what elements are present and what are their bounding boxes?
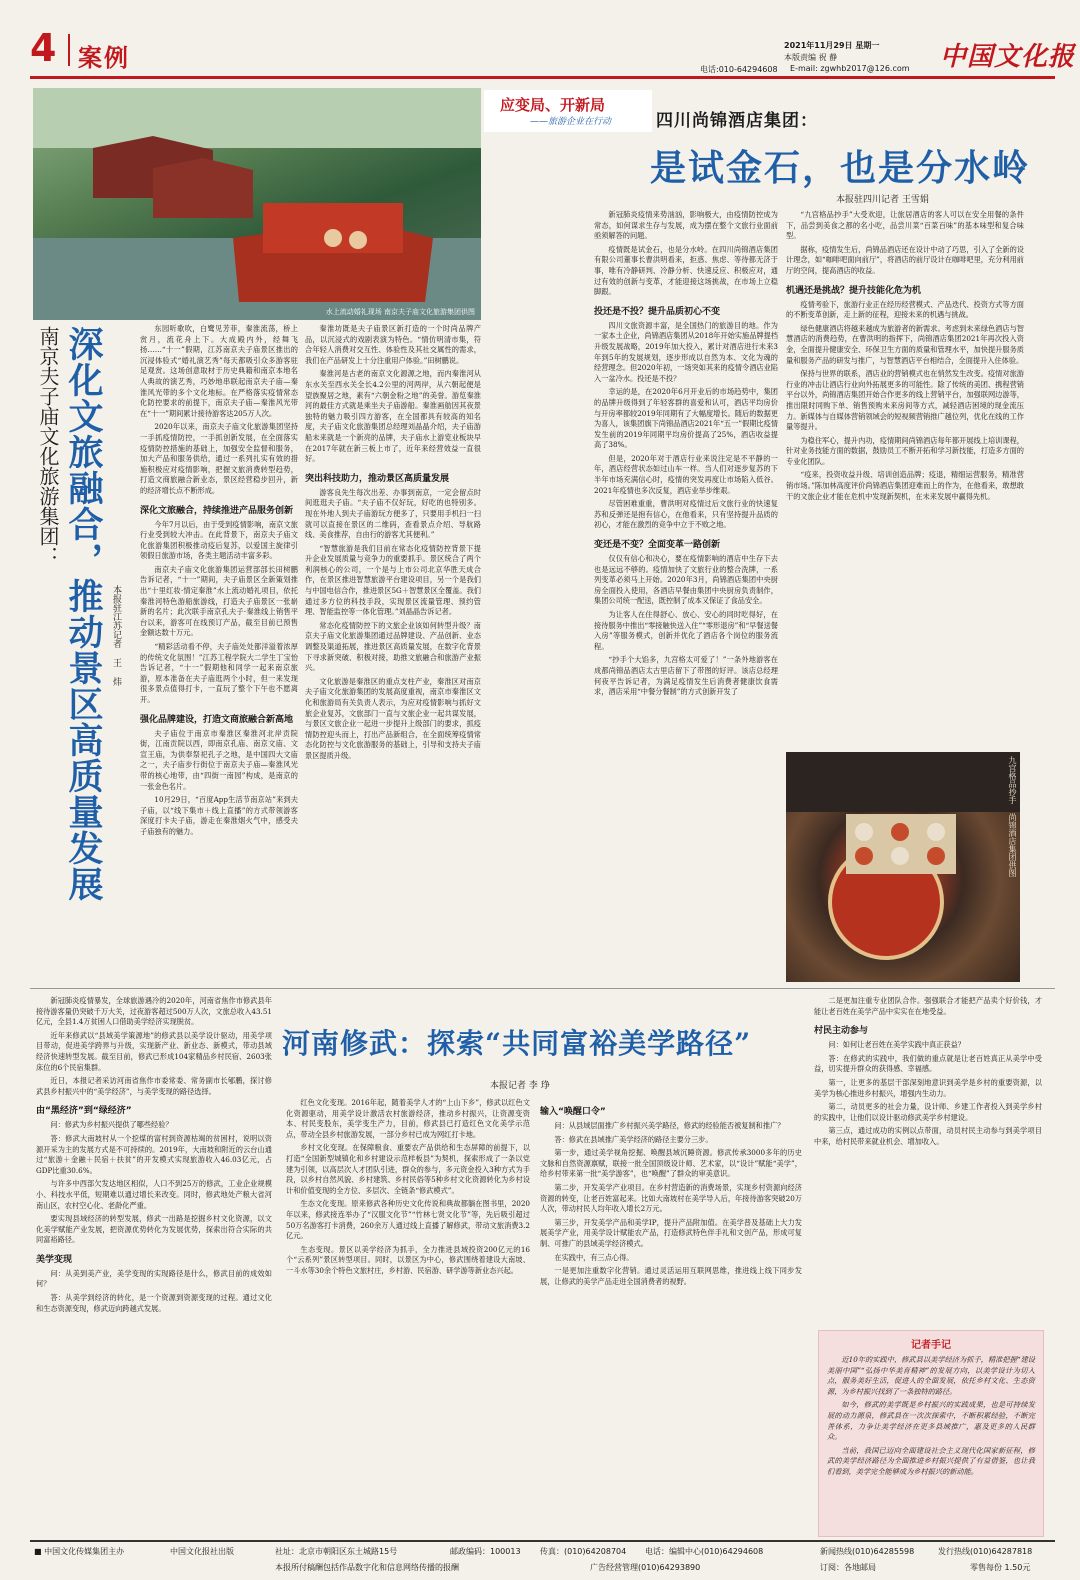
footer-fax: 传真：(010)64208704	[540, 1547, 627, 1556]
sichuan-col-1	[594, 210, 778, 982]
henan-question: 问：从县域层面推广乡村振兴美学路径，修武的经验能否被复制和推广？	[554, 1121, 785, 1130]
henan-paragraph: 第三步，开发美学产品和美学IP，提升产品附加值。在美学普及基础上大力发展美学产业，用美学设计赋能农产品，打造修武特色伴手礼和文创产品，形成可复制、可推广的县域美学经济模式。	[540, 1217, 802, 1248]
section-divider	[30, 988, 1055, 989]
henan-paragraph: 要实现县域经济的转型发展，修武一出路是挖掘乡村文化资源，以文化美学赋能产业发展，把资源优势转化为发展优势，探索出符合实际的共同富裕路径。	[36, 1214, 272, 1245]
sichuan-paragraph: 为让客人在住得舒心、放心、安心的同时吃得好，在接待服务中推出“零接触快送入住”“零形退房”和“早餐送餐入房”等服务模式，创新并优化了酒店各个岗位的服务流程。	[594, 610, 778, 651]
banner-line1: 应变局、开新局	[500, 96, 606, 114]
henan-paragraph: 第二，动员更多的社会力量，设计师、乡建工作者投入到美学乡村的实践中，让他们以设计驱动修武美学乡村建设。	[814, 1102, 1042, 1122]
henan-paragraph: 乡村文化变现。在保障粮食、重要农产品供给和生态屏障的前提下，以打造“全国新型城镇化和乡村建设示范样板县”为契机，探索形成了一条以党建为引领，以高层次人才团队引进，群众的参与，多元资金投入3种方式为手段，以乡村自然风貌、乡村建筑、乡村民俗等5种乡村文化资源转化为乡村设计和价值变现的全方位、多层次、全链条“修武模式”。	[286, 1143, 530, 1195]
henan-answer: 答：在修武的实践中，我们做的重点就是让老百姓真正从美学中受益，切实提升群众的获得感、幸福感。	[814, 1053, 1042, 1074]
henan-paragraph: 第一，让更多的基层干部深刻地意识到美学是乡村的重要资源，以美学为核心推进乡村振兴，增强内生动力。	[814, 1077, 1042, 1098]
reporter-notes-paragraph: 如今，修武的美学既是乡村振兴的实践成果，也是可持续发展的动力源泉，修武县在一次次探索中，不断积累经验，不断完善体系，力争让美学经济在更多县域推广，惠及更多的人民群众。	[827, 1400, 1035, 1442]
henan-subhead-3: 输入“唤醒口令”	[540, 1107, 606, 1117]
sichuan-paragraph: 仅仅有信心和决心，要在疫情影响的酒店中生存下去也是远远不够的。疫情加快了文旅行业的整合洗牌，一系列变革必须马上开始。2020年3月，尚锦酒店集团中央厨房全面投入使用，各酒店早餐由集团中央厨房负责制作，集团公司统一配送，既控制了成本又保证了食品安全。	[594, 554, 778, 606]
dumpling-piece	[927, 847, 945, 865]
contact-phone: 电话:010-64294608	[700, 65, 778, 74]
henan-paragraph: 一是更加注重数字化营销。通过灵活运用互联网思维，推进线上线下同步发展，让修武的美学产品走进全国消费者的视野。	[540, 1266, 802, 1286]
bride-figure	[324, 229, 342, 247]
henan-title: 河南修武：探索“共同富裕美学路径”	[282, 1027, 752, 1060]
dish-illustration	[786, 752, 1020, 982]
page-header	[0, 0, 1080, 80]
sichuan-paragraph: 幸运的是，在2020年6月开业后的市场趋势中，集团的品牌升级得到了年轻客群的喜爱和认可，酒店平均房价与开房率都较2019年同期有了大幅度增长。随后的数据更为喜人，该集团旗下尚锦品酒店2021年“五一”假期比疫情发生前的2019年同期平均房价提高了25%，酒店收益提高了38%。	[594, 387, 778, 450]
footer-copyright-note: 本报所付稿酬包括作品数字化和信息网络传播的报酬	[275, 1563, 459, 1572]
banner-line2: ——旅游企业在行动	[530, 117, 612, 127]
nanjing-paragraph: 东园听歌吹，白鹭见芳菲，秦淮流荡，桥上赏月，流花舟上下。大成殿内外，经舞飞扬……“十一”假期，江苏南京夫子庙景区推出的沉浸体验式“婚礼演艺秀”每天都吸引众多游客驻足观赏。这场创意取材于历史典籍和南京本地名人典故的演艺秀，巧妙地串联起南京夫子庙—秦淮风光带的多个文化地标。在严格落实疫情常态化防控要求的前提下，南京夫子庙—秦淮风光带在“十一”期间累计接待游客达205万人次。	[140, 324, 298, 418]
sichuan-paragraph: 绿色健康酒店将越来越成为旅游者的新需求。考虑到未来绿色酒店与智慧酒店的消费趋势，在曹洪明的指挥下，尚锦酒店集团2021年再次投入资金，全面提升健康安全、环保卫生方面的质量和管理水平，加快提升服务质量和服务产品的研发与推广，与智慧酒店平台相结合，全面提升入住体验。	[786, 323, 1024, 365]
sichuan-paragraph: 新冠肺炎疫情来势汹汹，影响极大，由疫情防控成为常态，如何谋求生存与发展，成为摆在整个文旅行业面前亟须解答的问题。	[594, 210, 778, 241]
nine-grid-plate	[846, 814, 956, 874]
sichuan-paragraph: “九宫格品抄手”大受欢迎，让旅居酒店的客人可以在安全用餐的条件下，品尝到美食之都的名小吃，品尝川菜“百菜百味”的基本味型和复合味型。	[786, 210, 1024, 241]
table-backdrop	[786, 752, 1020, 812]
henan-col-4	[814, 996, 1042, 1326]
henan-question: 问：修武为乡村振兴提供了哪些经验？	[50, 1120, 173, 1130]
footer-address: 社址：北京市朝阳区东土城路15号	[275, 1547, 398, 1556]
footer-postcode: 邮政编码：100013	[450, 1547, 521, 1556]
henan-paragraph: 在实践中，有三点心得。	[554, 1252, 634, 1262]
sky-area	[33, 88, 481, 148]
food-photo-caption: 九宫格品抄手 尚锦酒店集团供图	[1008, 756, 1017, 877]
henan-answer: 答：修武大南坡村从一个挖煤的富村到资源枯竭的贫困村，说明以资源开采为主的发展方式是不可持续的。2019年，大南坡和附近的云台山通过“旅游＋金融＋民宿＋扶贫”的开发模式实现旅游收入46.03亿元，占GDP比重30.6%。	[36, 1133, 272, 1175]
sichuan-paragraph: 为稳住军心，提升内功，疫情期间尚锦酒店每年都开展线上培训课程，针对业务技能方面的数据，鼓励员工不断开拓和学习新技能，打造多方面的专业化团队。	[786, 435, 1024, 466]
sichuan-paragraph: 疫情既是试金石，也是分水岭。在四川尚锦酒店集团有限公司董事长曹洪明看来，拒惑、焦虑、等待都无济于事，唯有冷静研判、冷静分析、快速反应、积极应对，通过有效的创新与变革，才能迎接这场挑战，在市场上立稳脚跟。	[594, 244, 778, 297]
henan-question: 问：从美到美产业，美学变现的实现路径是什么，修武目前的成效如何？	[36, 1268, 272, 1289]
henan-col-3	[540, 1098, 802, 1538]
dumpling-piece	[891, 847, 909, 865]
sichuan-title: 是试金石，也是分水岭	[650, 147, 1031, 189]
sichuan-paragraph: “抄手个大馅多，九宫格太可爱了！”一条外地游客在成都尚锦品酒店太古里店留下了带图的好评。该店总经理何夜平告诉记者，为满足疫情发生后消费者健康饮食需求，酒店采用“中餐分餐制”的方式创新开发了	[594, 655, 778, 697]
reporter-notes-box	[818, 1330, 1044, 1537]
nanjing-subhead-3: 突出科技助力，推动景区高质量发展	[305, 473, 450, 484]
contact-email: E-mail: zgwhb2017@126.com	[790, 64, 910, 73]
sichuan-subhead-2: 变还是不变？全面变革一路创新	[594, 540, 721, 551]
issue-date: 2021年11月29日 星期一	[784, 41, 880, 50]
sichuan-paragraph: 据称，疫情发生后，尚锦品酒店还在设计中动了巧思，引入了全新的设计理念，如“咖啡吧面向前厅”，将酒店的前厅设计在咖啡吧里，充分利用前厅的空间，提高酒店的收益。	[786, 244, 1024, 275]
nanjing-subhead-2: 强化品牌建设，打造文商旅融合新高地	[140, 714, 294, 725]
page-editor: 本版责编 祝 静	[784, 53, 838, 62]
henan-col-1	[36, 996, 272, 1536]
nanjing-paragraph: 秦淮河是古老的南京文化源源之地，而内秦淮河从东水关至西水关全长4.2公里的河两岸，从六朝起便是望族聚居之地，素有“六朝金粉之地”的美誉。游览秦淮河的最佳方式就是乘坐夫子庙游船。秦淮画舫因其夜景独特的魅力吸引四方游客，在全国都具有较高的知名度，夫子庙文化旅游集团总经理刘晶晶介绍，夫子庙游船未来就是一个新亮的品牌，夫子庙水上游览业板块早在2017年就在新三板上市了，近年来经营效益一直很好。	[305, 369, 481, 464]
dumpling-piece	[891, 823, 909, 841]
dumpling-dish-photo	[786, 752, 1020, 982]
nanjing-paragraph: 2020年以来，南京夫子庙文化旅游集团坚持一手抓疫情防控，一手抓创新发展，在全面落实疫情防控措施的基础上，加强安全监督和服务，加大产品和服务供给，通过一系列扎实有效的措施积极应对疫情影响，把握文旅消费转型趋势，打造文商旅融合新业态，景区经营稳步回升，新的经济增长点不断形成。	[140, 422, 298, 495]
page-number: 4	[30, 26, 57, 70]
reporter-notes-title: 记者手记	[911, 1340, 951, 1351]
henan-answer: 答：修武在县域推广美学经济的路径主要分三步。	[554, 1134, 713, 1144]
footer-publisher: ■ 中国文化传媒集团主办	[34, 1547, 125, 1556]
section-title: 案例	[78, 43, 130, 72]
nanjing-paragraph: 秦淮坊既是夫子庙景区新打造的一个时尚品牌产品，以沉浸式的戏剧表演为特色。“情仿明清市集，符合年轻人消费对交互性、体验性及其社交属性的需求，我们在产品研发上十分注重用户体验。”田树鹏说。	[305, 324, 481, 365]
sichuan-paragraph: 尽管困难重重，曹洪明对疫情过后文旅行业的快速复苏和反弹还是抱有信心，在他看来，只有坚持提升品质的初心，才能在激烈的竞争中立于不败之地。	[594, 499, 778, 530]
footer-ad-office: 广告经营管理(010)64293890	[590, 1563, 701, 1572]
groom-figure	[349, 231, 367, 249]
nanjing-col-1	[140, 324, 298, 982]
nanjing-paragraph: 夫子庙位于南京市秦淮区秦淮河北岸贡院街，江南贡院以西，即南京孔庙、南京文庙、文宣王庙，为供奉祭祀孔子之地，是中国四大文庙之一，夫子庙步行街位于南京夫子庙—秦淮风光带的核心地带，由“四街一南园”构成，是南京的一张金色名片。	[140, 728, 298, 791]
sichuan-paragraph: “疫来，投资收益升级、培训创造品牌；疫退，精细运营服务，精准营销市场。”陈加林高度评价尚锦酒店集团迎难而上的作为，在他看来，敢想敢干的文旅企业才能在危机中发现新契机，在未来发展中赢得先机。	[786, 470, 1024, 501]
sichuan-col-2	[786, 210, 1024, 750]
henan-paragraph: 生态变现。景区以美学经济为抓手，全力推进县域投资200亿元的16个“云系列”景区转型项目。同时，以景区为中心，修武围绕着建设大南坡、一斗水等30余个特色文旅村庄，乡村游、民宿游、研学游等新业态兴起。	[286, 1244, 530, 1275]
dumpling-piece	[855, 823, 873, 841]
nanjing-paragraph: 10月29日，“百度App生活节南京站”来到夫子庙，以“线下集市＋线上直播”的方式带领游客深度打卡夫子庙，游走在秦淮烟火气中，感受夫子庙独有的魅力。	[140, 795, 298, 836]
nanjing-paragraph: 南京夫子庙文化旅游集团运营部部长田树鹏告诉记者，“十一”期间，夫子庙景区全新策划推出“十里红妆·情定秦淮”水上流动婚礼项目，依托秦淮河特色游船旅游线，打造夫子庙景区一张崭新的名片；此次联手南京孔夫子·秦淮线上销售平台以来，游客可在线预订产品，截至目前已预售金额达数十万元。	[140, 564, 298, 638]
henan-col-2	[286, 1098, 530, 1538]
footer-editorial-phone: 电话：编辑中心(010)64294608	[645, 1547, 764, 1556]
sichuan-byline: 本报驻四川记者 王雪娟	[836, 195, 929, 205]
reporter-notes-paragraph: 当前，我国已迈向全面建设社会主义现代化国家新征程，修武的美学经济路径为全面推进乡村振兴提供了有益借鉴，也让我们看到，美学完全能够成为乡村振兴的新动能。	[827, 1445, 1035, 1476]
henan-answer: 答：从美学到经济的转化，是一个资源到资源变现的过程。通过文化和生态资源变现，修武迈向跨越式发展。	[36, 1293, 272, 1313]
henan-subhead-4: 村民主动参与	[814, 1026, 869, 1037]
sichuan-paragraph: 四川文旅资源丰富，是全国热门的旅游目的地。作为一家本土企业，尚锦酒店集团从2018年开始实施品牌提档升级发展战略，2019年加大投入，累计对酒店进行未来3年到5年的发展规划，逐步形成以自然为本、文化为魂的经营理念。但2020年初，一场突如其来的疫情令酒店业陷入一盆冷水。投还是不投？	[594, 320, 778, 383]
wedding-boat-photo	[33, 88, 481, 320]
reporter-notes-paragraph: 近10年的实践中，修武县以美学经济为抓手，精准把握“建设美丽中国”“弘扬中华美育精神”的发展方向，以美学设计为切入点，服务美好生活，促进人的全面发展，依托乡村文化、生态资源，为乡村振兴找到了一条独特的路径。	[827, 1355, 1035, 1396]
masthead-logo: 中国文化报	[940, 42, 1076, 72]
footer-press: 中国文化报社出版	[170, 1547, 234, 1556]
grid-plate-base	[846, 814, 956, 874]
henan-paragraph: 第三点，通过成功的实例以点带面，动员村民主动参与到美学项目中来，给村民带来就业机会、增加收入。	[814, 1126, 1042, 1146]
sichuan-subhead-1: 投还是不投？提升品质初心不变	[594, 306, 721, 317]
footer-price: 零售每份 1.50元	[970, 1563, 1031, 1572]
henan-paragraph: 红色文化变现。2016年起，随着美学人才的“上山下乡”，修武以红色文化资源驱动，用美学设计激活农村旅游经济，推动乡村振兴，让资源变资本、村民变股东，美学变生产力，目前，修武县已打造红色文化美学示范点，带动全县乡村旅游发展，一部分乡村已成为网红打卡地。	[286, 1098, 530, 1139]
footer-distribution-hotline: 发行热线(010)64287818	[938, 1547, 1033, 1556]
henan-paragraph: 二是更加注重专业团队合作。强强联合才能把产品卖个好价钱，才能让老百姓在美学产品中实实在在地受益。	[814, 996, 1042, 1016]
henan-paragraph: 第二步，开发美学产业项目。在乡村营造新的消费场景，实现乡村资源向经济资源的转变，让老百姓富起来。比如大南坡村在美学导入后，年接待游客突破20万人次，带动村民人均年收入增长2万元。	[540, 1182, 802, 1214]
sichuan-paragraph: 但是，2020年对于酒店行业来说注定是不平静的一年，酒店经营状态如过山车一样。当人们对逐步复苏的下半年市场充满信心时，疫情的突发再度让市场陷入低谷。2021年疫情也多次反复，酒店业举步维艰。	[594, 453, 778, 495]
nanjing-paragraph: 常态化疫情防控下的文旅企业该如何转型升级？南京夫子庙文化旅游集团通过品牌建设、产品创新、业态调整及渠道拓展，推进景区高质量发展，在数字化背景下寻求新突破、积极对接，助推文旅融合和旅游产业振兴。	[305, 620, 481, 673]
dumpling-piece	[927, 823, 945, 841]
henan-paragraph: 近年来修武以“县域美学策源地”的修武县以美学设计驱动，用美学项目带动，促进美学跨界与升级，实现新产业、新业态、新模式，带动县域经济快速转型发展。截至目前，修武已形成104家精品乡村民宿、2603张床位的6个民宿集群。	[36, 1030, 272, 1072]
sichuan-subhead-3: 机遇还是挑战？提升技能化危为机	[786, 285, 922, 296]
nanjing-col-2b	[305, 324, 481, 982]
sichuan-kicker: 四川尚锦酒店集团：	[656, 111, 818, 131]
sichuan-paragraph: 疫情考验下，旅游行业正在经历经营模式、产品迭代、投资方式等方面的不断变革创新，走上新的征程，迎接未来的机遇与挑战。	[786, 299, 1024, 320]
henan-paragraph: 与许多中西部欠发达地区相似，人口不到25万的修武，工业企业规模小、科技水平低，短期难以通过增长来改变。同时，修武地处产粮大省河南山区，农村空心化、老龄化严重。	[36, 1179, 272, 1210]
series-banner	[484, 90, 652, 132]
henan-byline: 本报记者 李 琤	[490, 1081, 550, 1091]
photo-illustration	[33, 88, 481, 320]
footer-subscription: 订阅：各地邮局	[820, 1563, 876, 1572]
henan-subhead-2: 美学变现	[36, 1254, 73, 1265]
nanjing-paragraph: 游客良先生每次出差、办事到南京，一定会留点时间逛逛夫子庙。“夫子庙不仅好玩，好吃的也特别多。现在外地人到夫子庙游玩方便多了，只要用手机扫一扫就可以直接在景区的二维码，查看景点介绍、导航路线、美食推荐，自由行的游客尤其便利。”	[305, 487, 481, 540]
page-footer	[30, 1540, 1055, 1578]
header-rule	[30, 76, 1055, 79]
nanjing-title: 深化文旅融合，推动景区高质量发展	[63, 326, 104, 902]
sichuan-paragraph: 保持与世界的联系，酒店业的营销模式也在悄然发生改变。疫情对旅游行业的冲击让酒店行业向外拓展更多的可能性。除了传统的美团、携程营销平台以外，尚锦酒店集团开始合作更多的线上营销平台，加强联网边游等，推出限时同购下单、销售预购未来房间等方式，减轻酒店困境的现金流压力。新媒体与自媒体营销领域会的短视频营销推广越位列，优化在线的工作量等提升。	[786, 369, 1024, 432]
dumpling-piece	[855, 847, 873, 865]
nanjing-paragraph: 文化旅游是秦淮区的重点支柱产业，秦淮区对南京夫子庙文化旅游集团的发展高度重视，南京市秦淮区文化和旅游局有关负责人表示，为应对疫情影响与抓好文旅企业复苏，文旅部门一直与文旅企业一起共谋发展，与景区文旅企业一起进一步提升上级部门的要求，抓疫情防控迎头而上，打出产品新组合，在全面统筹疫情常态化防控与文化旅游服务的基础上，引导和支持夫子庙景区提质升级。	[305, 676, 481, 760]
henan-question: 问：如何让老百姓在美学实践中真正获益？	[828, 1040, 965, 1050]
henan-paragraph: 新冠肺炎疫情暴发，全球旅游遇冷的2020年，河南省焦作市修武县年接待游客量仍突破千万大关，过夜游客超过500万人次，文旅总收入43.51亿元，全县1.4万贫困人口借助美学经济实现脱贫。	[36, 996, 272, 1027]
nanjing-subhead-1: 深化文旅融合，持续推进产品服务创新	[140, 505, 294, 516]
photo-caption: 水上流动婚礼现场 南京夫子庙文化旅游集团供图	[325, 308, 475, 316]
henan-subhead-1: 由“黑经济”到“绿经济”	[36, 1106, 132, 1117]
footer-news-hotline: 新闻热线(010)64285598	[820, 1547, 915, 1556]
page-number-divider	[68, 34, 70, 66]
nanjing-paragraph: 今年7月以后，由于受到疫情影响，南京文旅行业受到较大冲击。在此背景下，南京夫子庙文化旅游集团积极推动疫后复苏，以爱国主旋律引领假日旅游市场，各类主题活动丰富多彩。	[140, 519, 298, 561]
nanjing-paragraph: “精彩活动看不停，夫子庙处处都洋溢着浓厚的传统文化氛围！”江苏工程学院大二学生丁宝怡告诉记者，“十一”假期他和同学一起来南京旅游，原本准备在夫子庙逛两个小时，但一来发现很多景点值得打卡，一直玩了整个下午也不愿离开。	[140, 642, 298, 704]
nanjing-byline: 本报驻江苏记者 王 炜	[111, 585, 121, 686]
henan-paragraph: 生态文化变现。原来修武各种历史文化传说和典故都躺在图书里，2020年以来，修武接连举办了“汉服文化节”“竹林七贤文化节”等，先后吸引超过50万名游客打卡消费，260余万人通过线上直播了解修武，带动文旅消费3.2亿元。	[286, 1199, 530, 1241]
nanjing-kicker: 南京夫子庙文化旅游集团：	[36, 326, 60, 566]
henan-paragraph: 近日，本报记者采访河南省焦作市委常委、常务副市长郇鹏，探讨修武县乡村振兴中的“美学经济”，与美学变现的路径选择。	[36, 1076, 272, 1096]
nanjing-paragraph: “智慧旅游是我们目前在常态化疫情防控背景下提升企业发展质量与竞争力的重要抓手。景区统合了两个利润核心的公司，一个是与上市公司北京华胜天成合作，在景区推进智慧旅游平台建设项目，另一个是我们与中国电信合作，推进景区5G＋智慧景区全覆盖。我们通过多方位的科技手段，实现景区流量管理、预约管理、智能监控等一体化管理。”刘晶晶告诉记者。	[305, 543, 481, 617]
middle-boat	[153, 158, 253, 218]
henan-paragraph: 第一步，通过美学视角挖掘、唤醒县域沉睡资源。修武传承3000多年的历史文脉和自然资源禀赋，联接一批全国顶级设计师、艺术家，以“设计”赋能“美学”，给乡村带来第一批“美学游客”，也“唤醒”了群众的审美意识。	[540, 1148, 802, 1179]
